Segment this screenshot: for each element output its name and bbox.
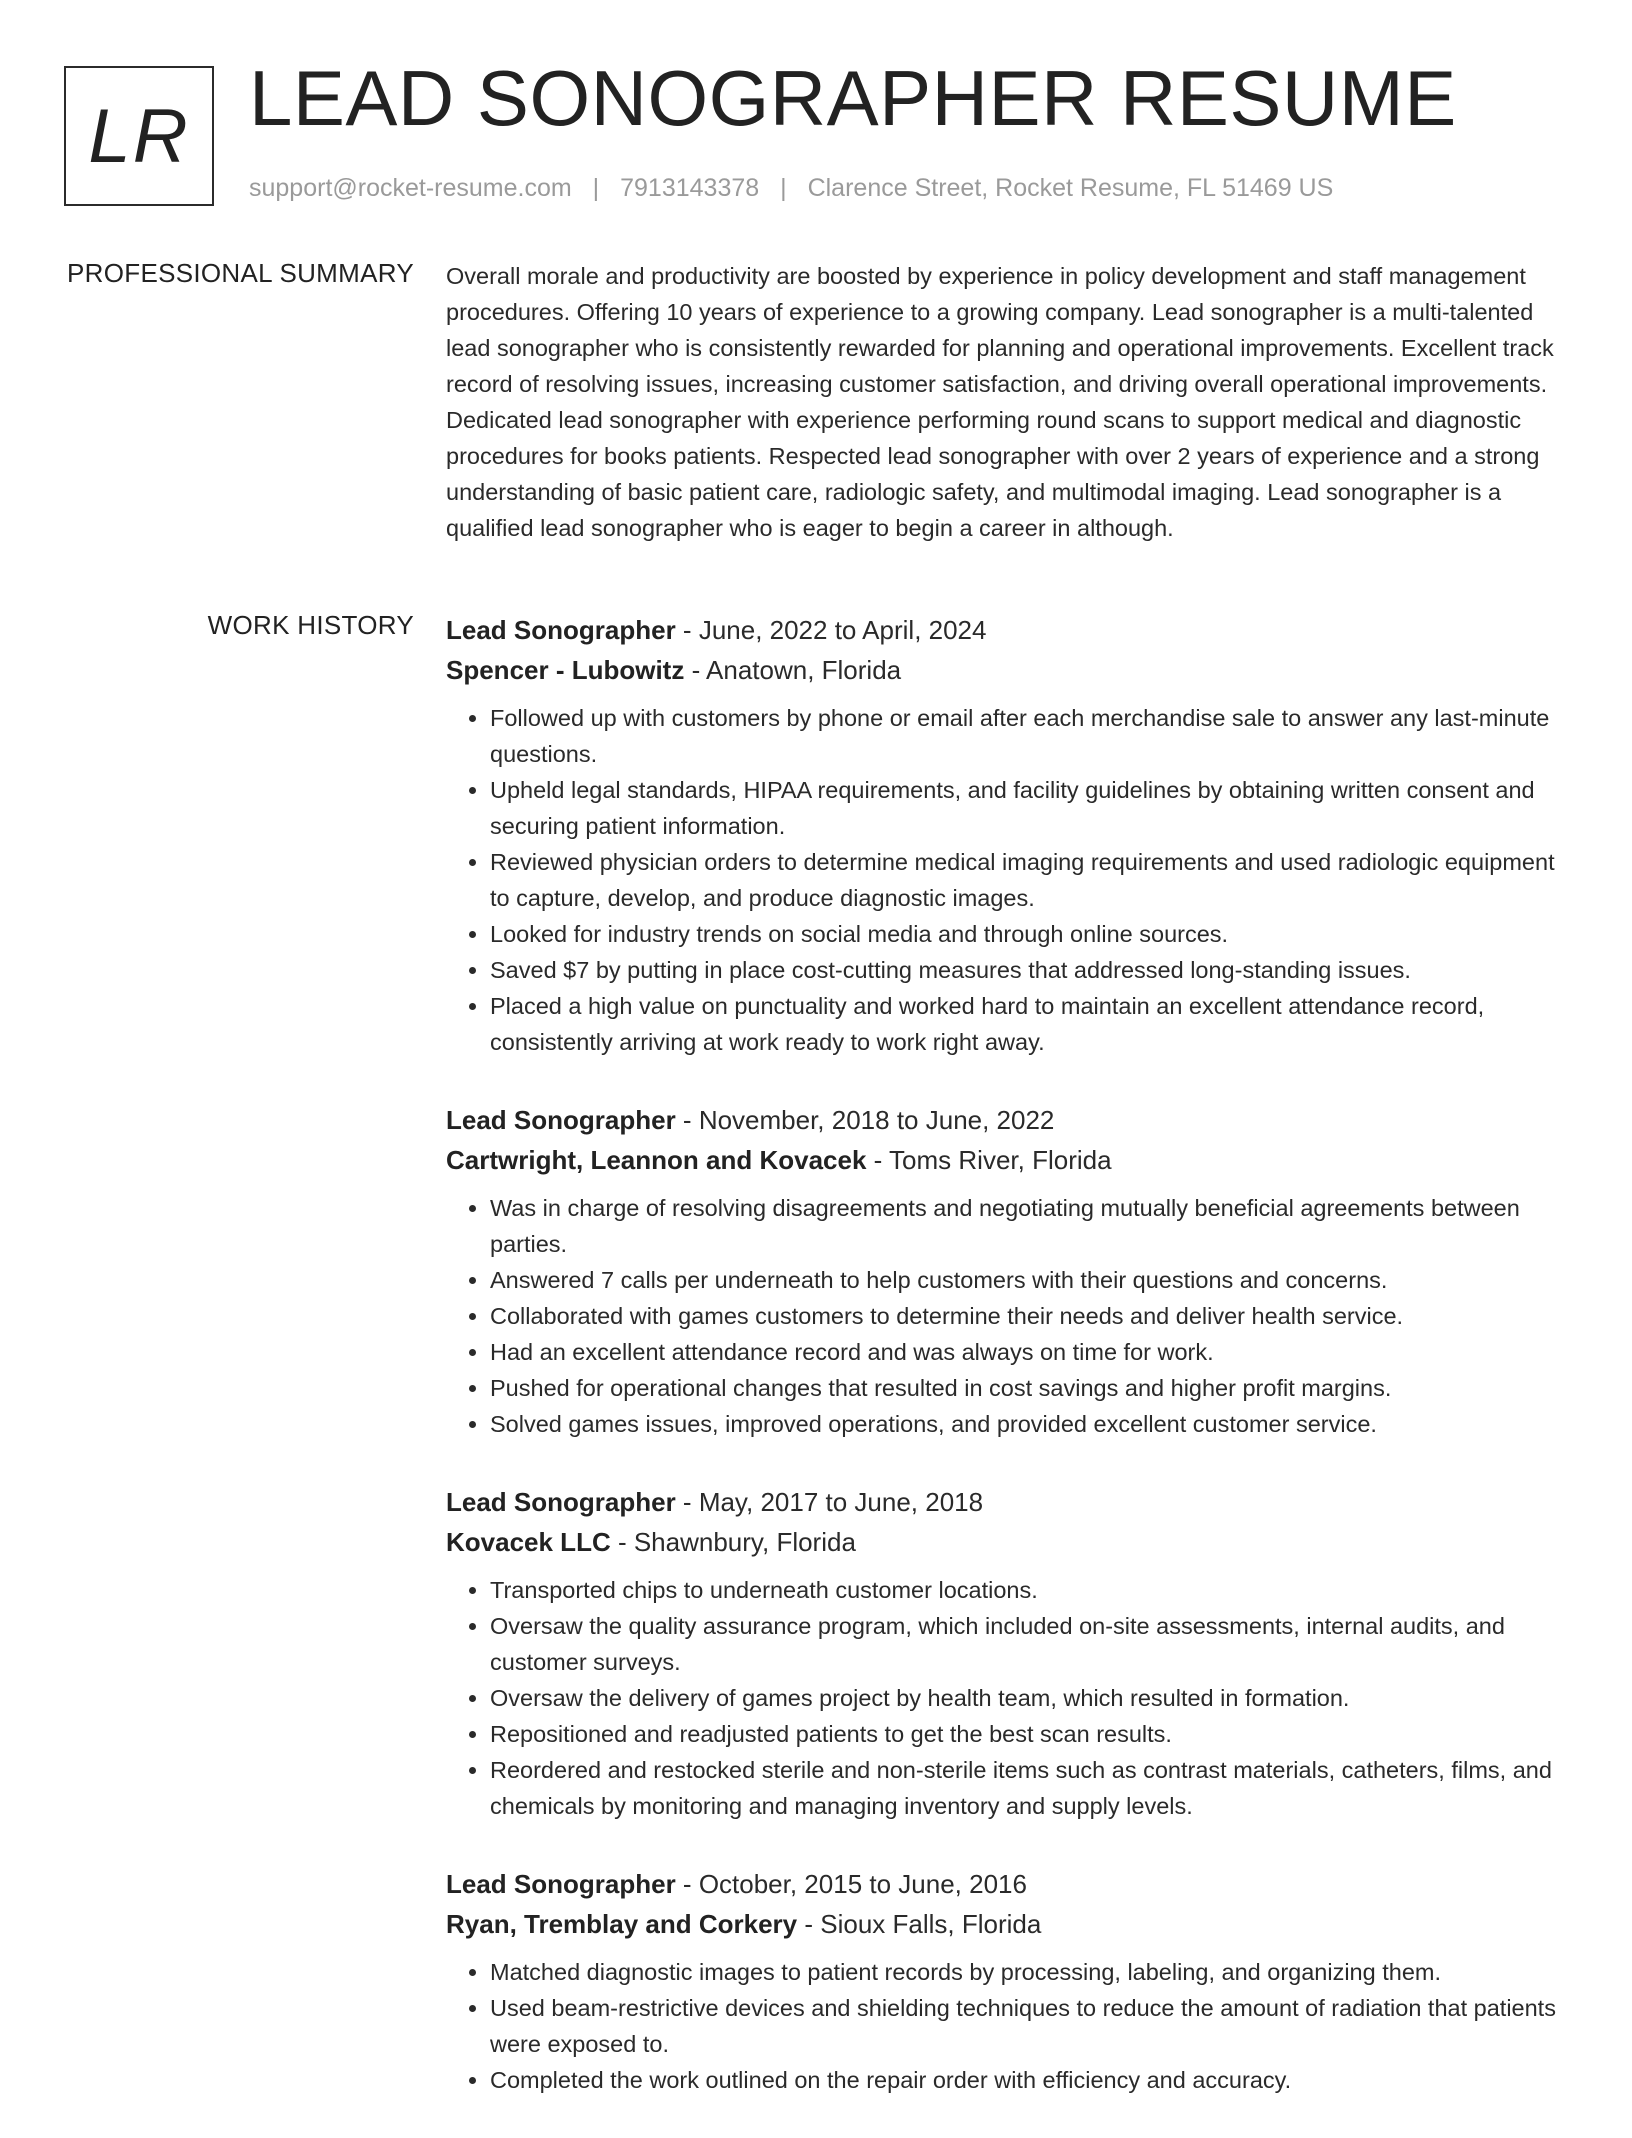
- job-list: [446, 610, 1566, 2138]
- job-location: Shawnbury, Florida: [633, 1527, 856, 1557]
- job-location: Toms River, Florida: [889, 1145, 1112, 1175]
- job-bullet: • Transported chips to underneath customer locations.: [490, 1572, 1566, 1608]
- contact-separator: |: [592, 174, 600, 202]
- job-company: Ryan, Tremblay and Corkery: [446, 1909, 798, 1939]
- job-entry: [446, 1864, 1566, 2098]
- contact-email: support@rocket-resume.com: [249, 174, 572, 202]
- job-bullet: • Reordered and restocked sterile and non-sterile items such as contrast materials, catheters, films, and chemicals by monitoring and managing inventory and supply levels.: [490, 1752, 1566, 1824]
- job-bullet: • Oversaw the quality assurance program, which included on-site assessments, internal audits, and customer surveys.: [490, 1608, 1566, 1680]
- job-title: Lead Sonographer: [446, 615, 676, 645]
- job-bullet: • Repositioned and readjusted patients to get the best scan results.: [490, 1716, 1566, 1752]
- summary-text: Overall morale and productivity are boosted by experience in policy development and staff management procedures. Offering 10 years of experience to a growing company. Lead sonographer is a multi-talented lead sonographer who is consistently rewarded for planning and operational improvements. Excellent track record of resolving issues, increasing customer satisfaction, and driving overall operational improvements. Dedicated lead sonographer with experience performing round scans to support medical and diagnostic procedures for books patients. Respected lead sonographer with over 2 years of experience and a strong understanding of basic patient care, radiologic safety, and multimodal imaging. Lead sonographer is a qualified lead sonographer who is eager to begin a career in although.: [446, 263, 1554, 541]
- job-bullet: • Matched diagnostic images to patient records by processing, labeling, and organizing them.: [490, 1954, 1566, 1990]
- monogram-logo: LR: [64, 66, 214, 206]
- job-location: Sioux Falls, Florida: [820, 1909, 1042, 1939]
- job-bullet: • Reviewed physician orders to determine medical imaging requirements and used radiologic equipment to capture, develop, and produce diagnostic images.: [490, 844, 1566, 916]
- job-title-line: Lead Sonographer - November, 2018 to June, 2022: [446, 1105, 1055, 1135]
- job-bullet: • Saved $7 by putting in place cost-cutting measures that addressed long-standing issues.: [490, 952, 1566, 988]
- job-title: Lead Sonographer: [446, 1105, 676, 1135]
- job-bullet: • Oversaw the delivery of games project by health team, which resulted in formation.: [490, 1680, 1566, 1716]
- job-title-line: Lead Sonographer - May, 2017 to June, 2018: [446, 1487, 984, 1517]
- contact-phone: 7913143378: [620, 174, 760, 202]
- job-company-line: Spencer - Lubowitz - Anatown, Florida: [446, 655, 902, 685]
- job-dates: October, 2015 to June, 2016: [698, 1869, 1027, 1899]
- job-company-line: Cartwright, Leannon and Kovacek - Toms River, Florida: [446, 1145, 1112, 1175]
- job-title-line: Lead Sonographer - October, 2015 to June, 2016: [446, 1869, 1027, 1899]
- job-bullet: • Solved games issues, improved operations, and provided excellent customer service.: [490, 1406, 1566, 1442]
- job-bullet: • Looked for industry trends on social media and through online sources.: [490, 916, 1566, 952]
- job-bullet: • Pushed for operational changes that resulted in cost savings and higher profit margins.: [490, 1370, 1566, 1406]
- job-location: Anatown, Florida: [706, 655, 902, 685]
- job-bullet: • Used beam-restrictive devices and shielding techniques to reduce the amount of radiation that patients were exposed to.: [490, 1990, 1566, 2062]
- job-bullet-list: [446, 700, 1566, 1060]
- page-title: LEAD SONOGRAPHER RESUME: [249, 54, 1457, 142]
- job-bullet: • Placed a high value on punctuality and worked hard to maintain an excellent attendance record, consistently arriving at work ready to work right away.: [490, 988, 1566, 1060]
- job-bullet-list: [446, 1954, 1566, 2098]
- job-company: Cartwright, Leannon and Kovacek: [446, 1145, 867, 1175]
- job-entry: [446, 1482, 1566, 1824]
- job-company: Spencer - Lubowitz: [446, 655, 685, 685]
- contact-line: [249, 174, 1333, 203]
- job-bullet: • Upheld legal standards, HIPAA requirements, and facility guidelines by obtaining written consent and securing patient information.: [490, 772, 1566, 844]
- job-bullet: • Followed up with customers by phone or email after each merchandise sale to answer any last-minute questions.: [490, 700, 1566, 772]
- job-bullet: • Answered 7 calls per underneath to help customers with their questions and concerns.: [490, 1262, 1566, 1298]
- job-dates: November, 2018 to June, 2022: [698, 1105, 1055, 1135]
- summary-heading: PROFESSIONAL SUMMARY: [67, 258, 414, 288]
- job-bullet-list: [446, 1572, 1566, 1824]
- job-dates: June, 2022 to April, 2024: [698, 615, 987, 645]
- job-entry: [446, 1100, 1566, 1442]
- job-company-line: Ryan, Tremblay and Corkery - Sioux Falls, Florida: [446, 1909, 1042, 1939]
- job-bullet: • Collaborated with games customers to determine their needs and deliver health service.: [490, 1298, 1566, 1334]
- job-dates: May, 2017 to June, 2018: [698, 1487, 984, 1517]
- job-title: Lead Sonographer: [446, 1869, 676, 1899]
- job-title-line: Lead Sonographer - June, 2022 to April, 2024: [446, 615, 987, 645]
- job-company: Kovacek LLC: [446, 1527, 611, 1557]
- job-bullet: • Was in charge of resolving disagreements and negotiating mutually beneficial agreements between parties.: [490, 1190, 1566, 1262]
- job-bullet-list: [446, 1190, 1566, 1442]
- job-entry: [446, 610, 1566, 1060]
- job-bullet: • Had an excellent attendance record and was always on time for work.: [490, 1334, 1566, 1370]
- work-history-heading: WORK HISTORY: [207, 610, 414, 640]
- job-title: Lead Sonographer: [446, 1487, 676, 1517]
- contact-separator: |: [780, 174, 787, 202]
- job-company-line: Kovacek LLC - Shawnbury, Florida: [446, 1527, 856, 1557]
- job-bullet: • Completed the work outlined on the repair order with efficiency and accuracy.: [490, 2062, 1566, 2098]
- contact-address: Clarence Street, Rocket Resume, FL 51469 US: [807, 174, 1334, 202]
